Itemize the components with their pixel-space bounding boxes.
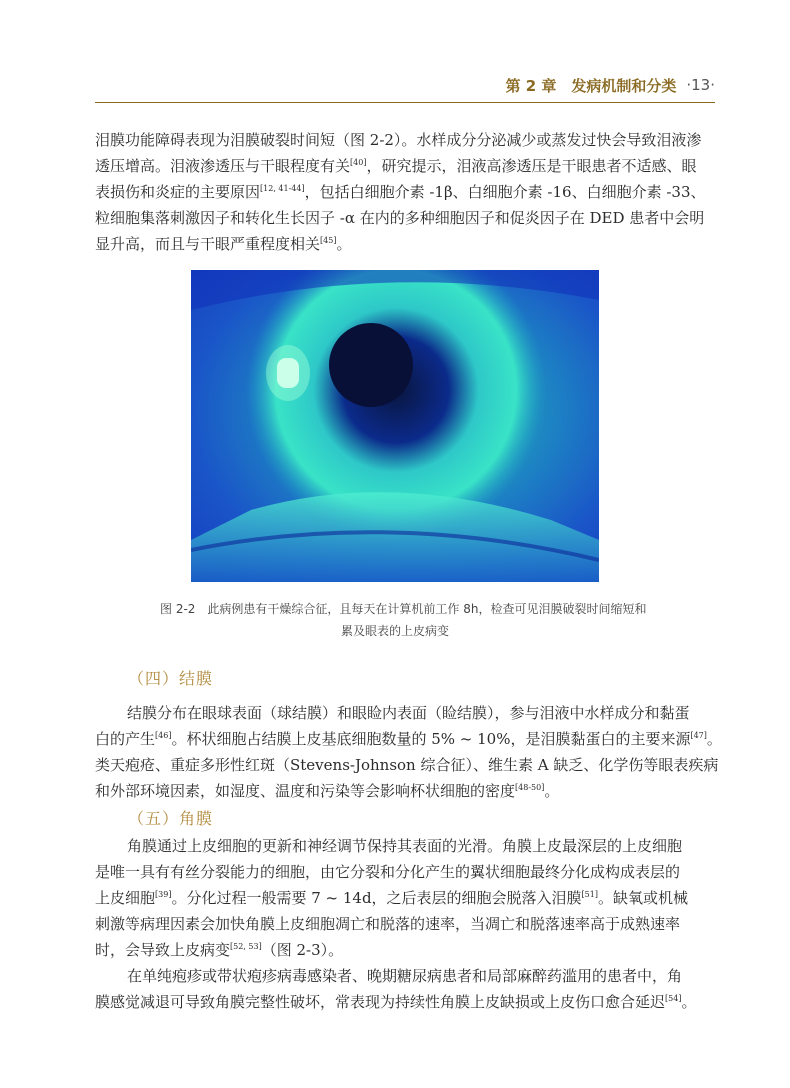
- text-line: 表损伤和炎症的主要原因[12, 41-44]，包括白细胞介素 -1β、白细胞介素 -16、白细胞介素 -33、: [95, 183, 706, 201]
- text-line: 时，会导致上皮病变[52, 53]（图 2-3）。: [95, 941, 344, 959]
- figure-eye-photo: [191, 270, 599, 582]
- paragraph-conjunctiva: [95, 700, 722, 804]
- text-line: 和外部环境因素，如湿度、温度和污染等会影响杯状细胞的密度[48-50]。: [95, 782, 560, 800]
- text-line: 透压增高。泪液渗透压与干眼程度有关[40]，研究提示，泪液高渗透压是干眼患者不适感、眼: [95, 157, 697, 175]
- section-heading-conjunctiva: （四）结膜: [128, 669, 214, 688]
- figure-caption: [160, 598, 647, 642]
- citation: [12, 41-44]: [260, 184, 305, 193]
- text-line: 泪膜功能障碍表现为泪膜破裂时间短（图 2-2）。水样成分分泌减少或蒸发过快会导致泪液渗: [95, 131, 702, 149]
- text-line: 类天疱疮、重症多形性红斑（Stevens-Johnson 综合征）、维生素 A 缺乏、化学伤等眼表疾病: [95, 756, 719, 774]
- citation: [48-50]: [515, 783, 545, 792]
- header-rule: [95, 102, 715, 103]
- text-line: 在单纯疱疹或带状疱疹病毒感染者、晚期糖尿病患者和局部麻醉药滥用的患者中，角: [127, 967, 683, 985]
- caption-line: 累及眼表的上皮病变: [340, 624, 449, 638]
- caption-line: 图 2-2 此病例患有干燥综合征，且每天在计算机前工作 8h，检查可见泪膜破裂时间缩短和: [160, 602, 647, 616]
- paragraph-tear-film: [95, 127, 706, 257]
- citation: [45]: [320, 236, 337, 245]
- text-line: 刺激等病理因素会加快角膜上皮细胞凋亡和脱落的速率，当凋亡和脱落速率高于成熟速率: [95, 915, 681, 933]
- eye-fluorescein-image: [191, 270, 599, 582]
- text-line: 上皮细胞[39]。分化过程一般需要 7 ~ 14d，之后表层的细胞会脱落入泪膜[51]。缺氧或机械: [95, 889, 688, 907]
- section-heading-cornea: （五）角膜: [128, 809, 214, 828]
- citation: [47]: [690, 731, 707, 740]
- citation: [54]: [665, 994, 682, 1003]
- text-line: 结膜分布在眼球表面（球结膜）和眼睑内表面（睑结膜），参与泪液中水样成分和黏蛋: [127, 704, 690, 722]
- text-line: 膜感觉减退可导致角膜完整性破坏，常表现为持续性角膜上皮缺损或上皮伤口愈合延迟[54]。: [95, 993, 697, 1011]
- citation: [39]: [155, 890, 172, 899]
- text-line: 粒细胞集落刺激因子和转化生长因子 -α 在内的多种细胞因子和促炎因子在 DED 患者中会明: [95, 209, 705, 227]
- text-line: 角膜通过上皮细胞的更新和神经调节保持其表面的光滑。角膜上皮最深层的上皮细胞: [127, 837, 683, 855]
- paragraph-cornea: [95, 833, 695, 1015]
- citation: [52, 53]: [230, 942, 262, 951]
- text-line: 白的产生[46]。杯状细胞占结膜上皮基底细胞数量的 5% ~ 10%，是泪膜黏蛋白的主要来源[47]。: [95, 730, 722, 748]
- page-number: ·13·: [686, 76, 715, 94]
- citation: [40]: [350, 158, 367, 167]
- running-header: [470, 72, 715, 98]
- text-line: 是唯一具有有丝分裂能力的细胞，由它分裂和分化产生的翼状细胞最终分化成构成表层的: [95, 863, 681, 881]
- citation: [51]: [581, 890, 598, 899]
- citation: [46]: [155, 731, 172, 740]
- text-line: 显升高，而且与干眼严重程度相关[45]。: [95, 235, 352, 253]
- chapter-title: 第 2 章 发病机制和分类: [505, 76, 677, 95]
- pupil: [329, 323, 413, 407]
